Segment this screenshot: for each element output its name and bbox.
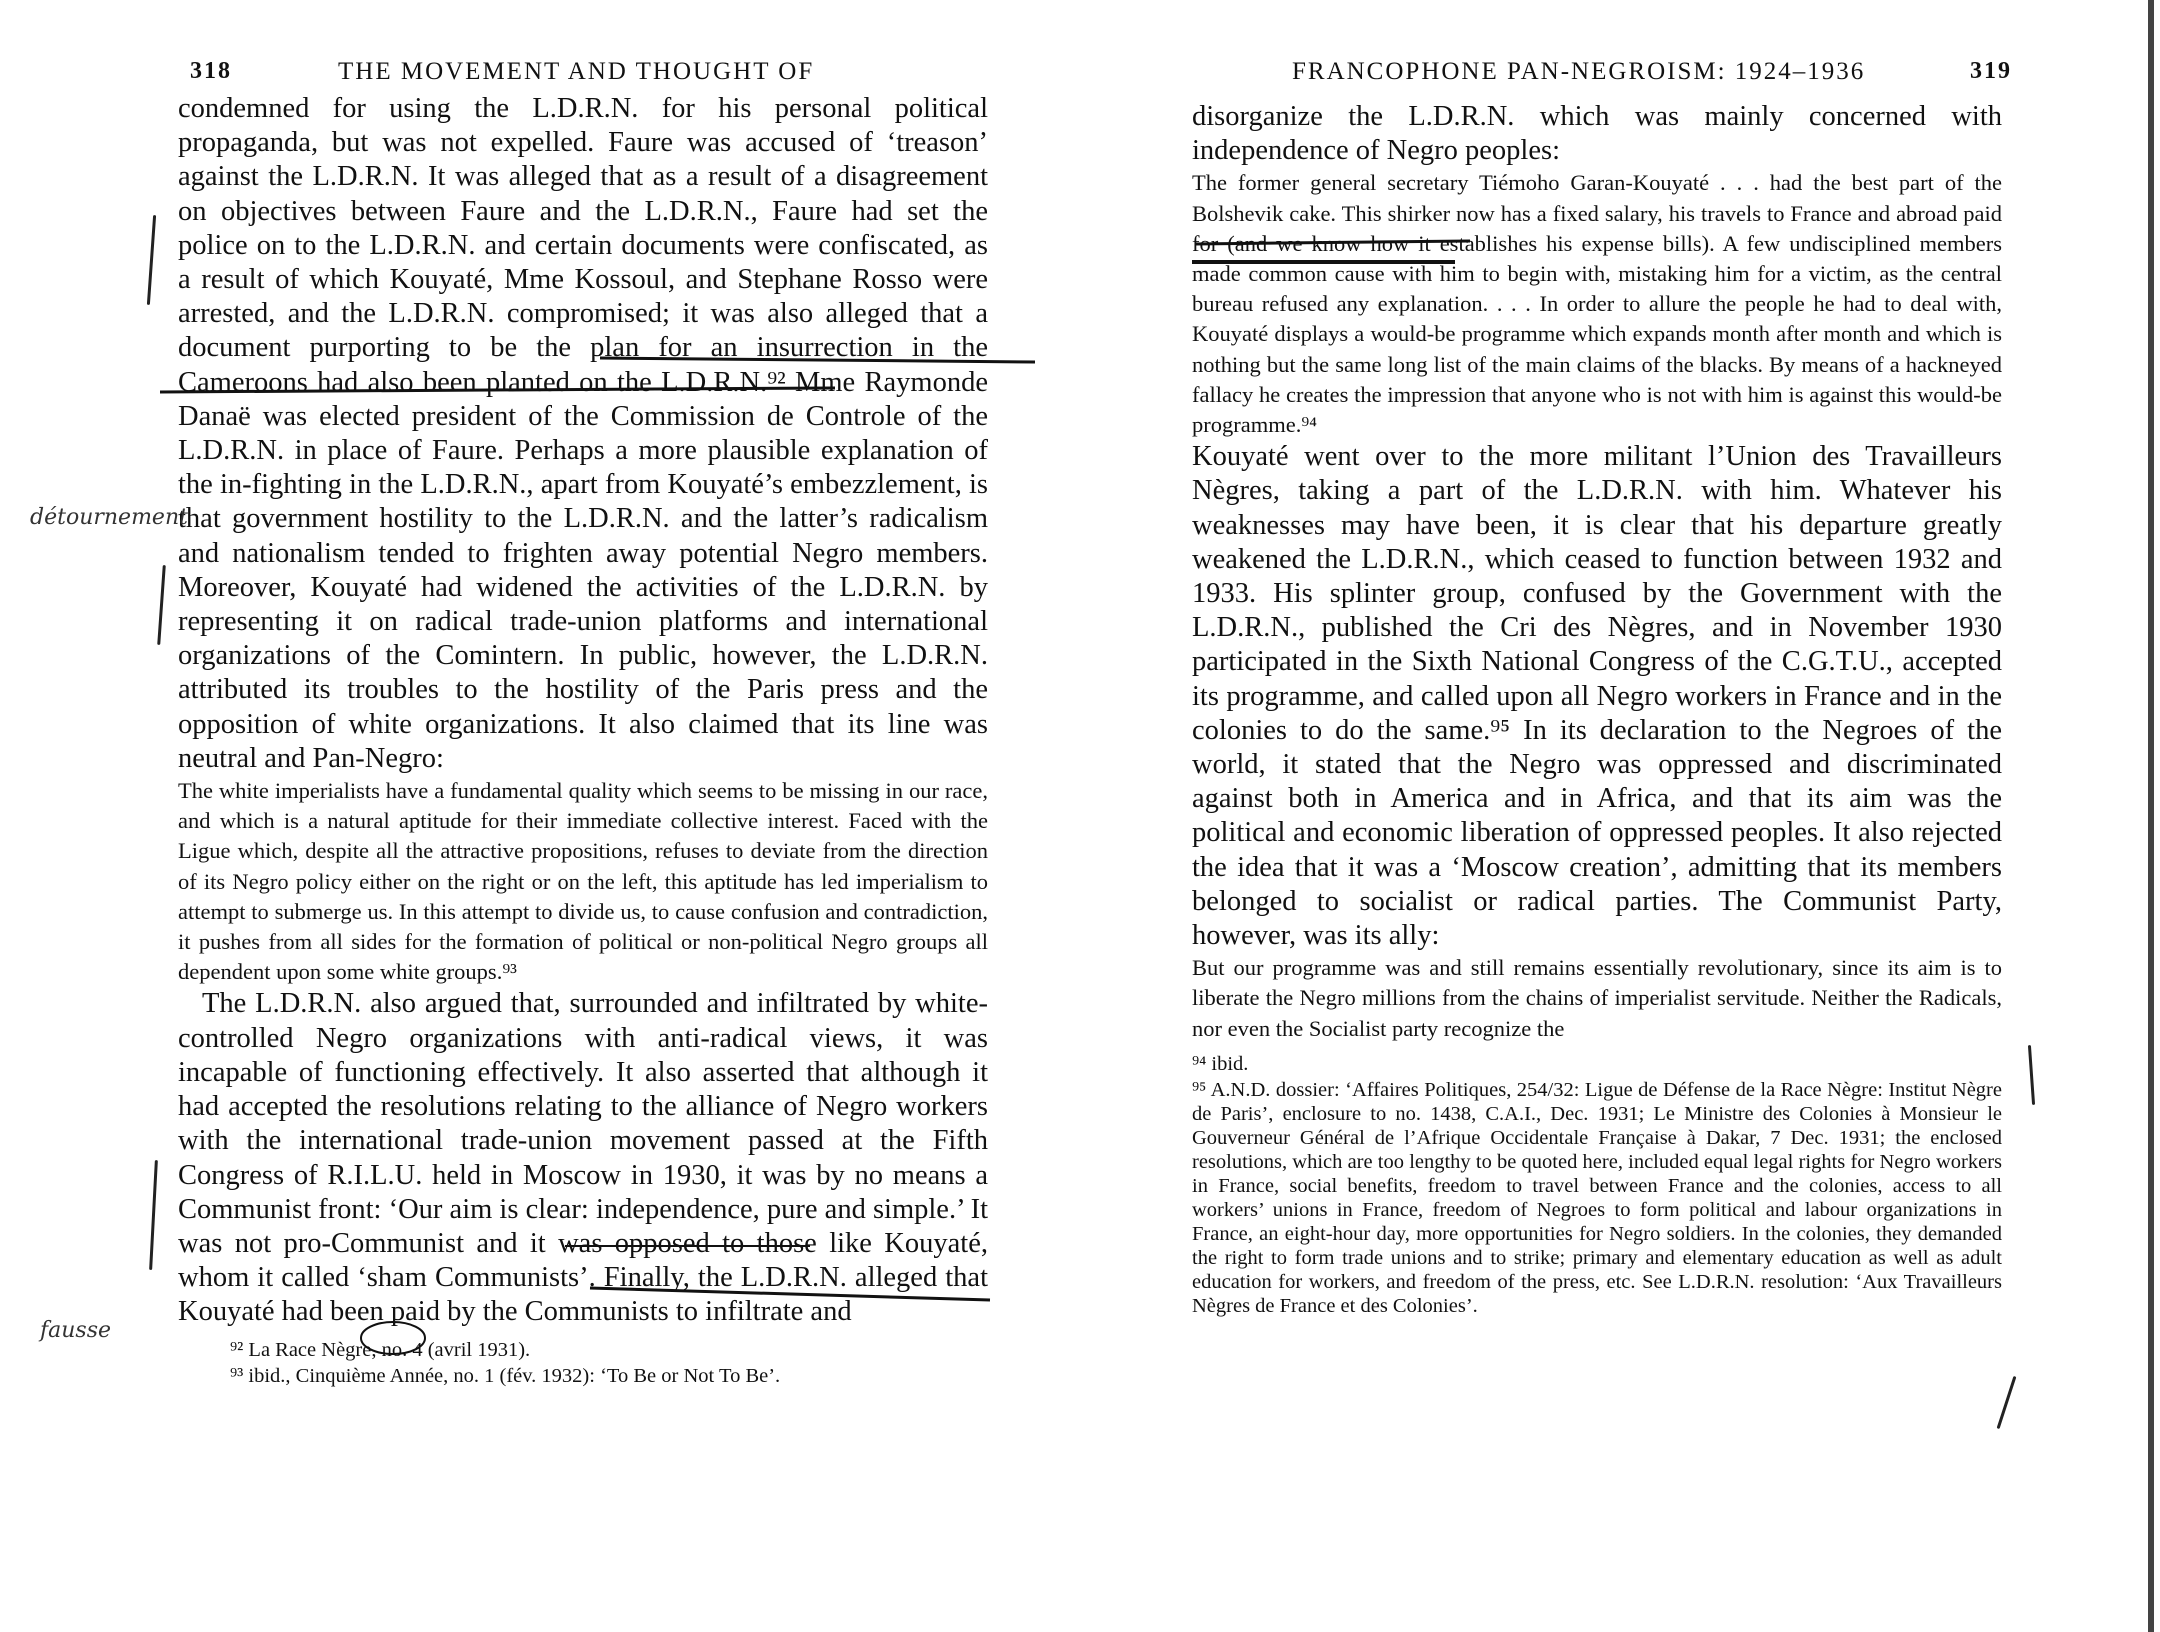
footnote-92: ⁹² La Race Nègre, no. 4 (avril 1931). <box>230 1338 531 1361</box>
footnote-95: ⁹⁵ A.N.D. dossier: ‘Affaires Politiques, 254/32: Ligue de Défense de la Race Nègre: Institut Nègre de Paris’, enclosure to no. 1438, C.A.I., Dec. 1931; Le Ministre des Colonies à Monsieur le Gouverneur Général de l’Afrique Occidentale Française à Dakar, 7 Dec. 1931; the enclosed resolutions, which are too lengthy to be quoted here, included equal legal rights for Negro workers in France, social benefits, freedom to travel between France and the colonies, access to all workers’ unions in France, freedom of Negroes to form political and labour organizations in France, an eight-hour day, more opportunities for Negro soldiers. In the colonies, they demanded the right to form trade unions and to strike; primary and elementary education as well as adult education for workers, and freedom of the press, etc. See L.D.R.N. resolution: ‘Aux Travailleurs Nègres de France et des Colonies’. <box>1192 1078 2002 1317</box>
left-paragraph-1: condemned for using the L.D.R.N. for his personal political propaganda, but was not expelled. Faure was accused of ‘treason’ against the L.D.R.N. It was alleged that as a result of a disagreement on objectives between Faure and the L.D.R.N., Faure had set the police on to the L.D.R.N. and certain documents were confiscated, as a result of which Kouyaté, Mme Kossoul, and Stephane Rosso were arrested, and the L.D.R.N. compromised; it was also alleged that a document purporting to be the plan for an insurrection in the Cameroons had also been planted on the L.D.R.N.⁹² Mme Raymonde Danaë was elected president of the Commission de Controle of the L.D.R.N. in place of Faure. Perhaps a more plausible explanation of the in-fighting in the L.D.R.N., apart from Kouyaté’s embezzlement, is that government hostility to the L.D.R.N. and the latter’s radicalism and nationalism tended to frighten away potential Negro members. Moreover, Kouyaté had widened the activities of the L.D.R.N. by representing it on radical trade-union platforms and international organizations of the Comintern. In public, however, the L.D.R.N. attributed its troubles to the hostility of the Paris press and the opposition of white organizations. It also claimed that its line was neutral and Pan-Negro: <box>178 93 988 774</box>
page-number-left: 318 <box>190 58 232 84</box>
running-head-title-right: FRANCOPHONE PAN-NEGROISM: 1924–1936 <box>1292 58 1866 85</box>
right-paragraph-2: Kouyaté went over to the more militant l’Union des Travailleurs Nègres, taking a part of the L.D.R.N. with him. Whatever his weaknesses may have been, it is clear that his departure greatly weakened the L.D.R.N., which ceased to function between 1932 and 1933. His splinter group, confused by the Government with the L.D.R.N., published the Cri des Nègres, and in November 1930 participated in the Sixth National Congress of the C.G.T.U., accepted its programme, and called upon all Negro workers in France and in the colonies to do the same.⁹⁵ In its declaration to the Negroes of the world, it stated that the Negro was oppressed and discriminated against both in America and in Africa, and that its aim was the political and economic liberation of oppressed peoples. It also rejected the idea that it was a ‘Moscow creation’, admitting that its members belonged to socialist or radical parties. The Communist Party, however, was its ally: <box>1192 441 2002 952</box>
left-paragraph-2: The L.D.R.N. also argued that, surrounded and infiltrated by white-controlled Negro organizations with anti-radical views, it was incapable of functioning effectively. It also asserted that although it had accepted the resolutions relating to the alliance of Negro workers with the international trade-union movement passed at the Fifth Congress of R.I.L.U. held in Moscow in 1930, it was by no means a Communist front: ‘Our aim is clear: independence, pure and simple.’ It was not pro-Communist and it was opposed to those like Kouyaté, whom it called ‘sham Communists’. Finally, the L.D.R.N. alleged that Kouyaté had been paid by the Communists to infiltrate and <box>178 988 988 1328</box>
running-head-title-left: THE MOVEMENT AND THOUGHT OF <box>338 58 815 85</box>
page-edge <box>2148 0 2154 1632</box>
underline-mark <box>160 388 835 392</box>
right-block-quote-1: The former general secretary Tiémoho Garan-Kouyaté . . . had the best part of the Bolshevik cake. This shirker now has a fixed salary, his travels to France and abroad paid for (and we know how it establishes his expense bills). A few undisciplined members made common cause with him to begin with, mistaking him for a victim, as the central bureau refused any explanation. . . . In order to allure the people he had to deal with, Kouyaté displays a would-be programme which expands month after month and which is nothing but the same long list of the main claims of the blacks. By means of a hackneyed fallacy he creates the impression that anyone who is not with him is against this would-be programme.⁹⁴ <box>1192 170 2002 438</box>
page-number-right: 319 <box>1970 58 2012 84</box>
right-block-quote-2: But our programme was and still remains essentially revolutionary, since its aim is to liberate the Negro millions from the chains of imperialist servitude. Neither the Radicals, nor even the Socialist party recognize the <box>1192 955 2002 1041</box>
margin-note-detournement: détournement <box>30 505 188 530</box>
right-paragraph-1: disorganize the L.D.R.N. which was mainly concerned with independence of Negro peoples: <box>1192 101 2002 167</box>
underline-mark <box>590 1288 990 1300</box>
left-block-quote: The white imperialists have a fundamental quality which seems to be missing in our race, and which is a natural aptitude for their immediate collective interest. Faced with the Ligue which, despite all the attractive propositions, refuses to deviate from the direction of its Negro policy either on the right or on the left, this aptitude has led imperialism to attempt to submerge us. In this attempt to divide us, to cause confusion and contradiction, it pushes from all sides for the formation of political or non-political Negro groups all dependent upon some white groups.⁹³ <box>178 778 988 985</box>
underline-mark <box>600 358 1035 362</box>
footnote-94: ⁹⁴ ibid. <box>1192 1052 1249 1075</box>
margin-note-fausse: fausse <box>40 1318 112 1343</box>
footnote-93: ⁹³ ibid., Cinquième Année, no. 1 (fév. 1932): ‘To Be or Not To Be’. <box>230 1364 781 1387</box>
circle-mark <box>361 1322 425 1354</box>
underline-mark <box>1195 241 1470 244</box>
